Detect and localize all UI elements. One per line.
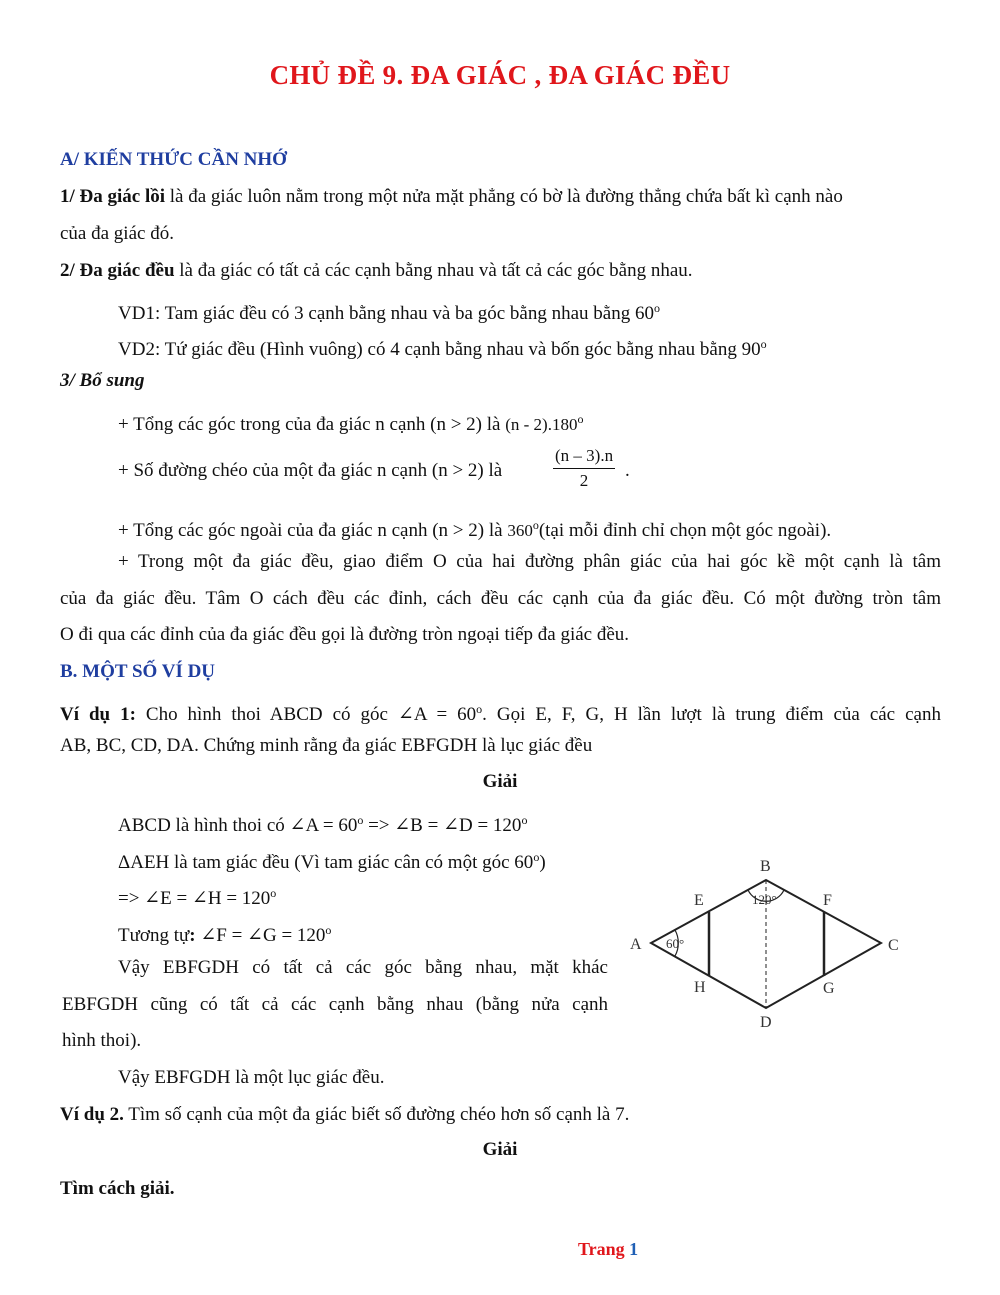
example1-line2: AB, BC, CD, DA. Chứng minh rằng đa giác EBFGDH là lục giác đều	[60, 735, 593, 756]
solution1-step5-line2: EBFGDH cũng có tất cả các cạnh bằng nhau (bằng nửa cạnh	[62, 994, 608, 1015]
angle-b-label: 120°	[752, 892, 777, 907]
bullet-diagonals: + Số đường chéo của một đa giác n cạnh (n > 2) là	[118, 460, 503, 481]
vertex-c-label: C	[888, 937, 899, 954]
method-heading: Tìm cách giải.	[60, 1178, 175, 1199]
section-b-heading: B. MỘT SỐ VÍ DỤ	[60, 661, 216, 682]
bullet-center-line1: + Trong một đa giác đều, giao điểm O của hai đường phân giác của hai góc kề một cạnh là tâm	[118, 551, 941, 572]
convex-polygon-text: là đa giác luôn nằm trong một nửa mặt phẳng có bờ là đường thẳng chứa bất kì cạnh nào	[165, 186, 843, 207]
solution1-conclusion: Vậy EBFGDH là một lục giác đều.	[118, 1067, 385, 1088]
vertex-a-label: A	[630, 936, 642, 953]
convex-polygon-label: 1/ Đa giác lồi	[60, 186, 166, 207]
convex-polygon-text-line2: của đa giác đó.	[60, 223, 174, 244]
bullet-center-line3: O đi qua các đỉnh của đa giác đều gọi là đường tròn ngoại tiếp đa giác đều.	[60, 624, 630, 645]
regular-polygon-label: 2/ Đa giác đều	[60, 260, 175, 281]
bullet-center-line2: của đa giác đều. Tâm O cách đều các đỉnh, cách đều các cạnh của đa giác đều. Có một đường tròn tâm	[60, 588, 941, 609]
solution1-step4: Tương tự: ∠F = ∠G = $120^o$	[118, 923, 332, 946]
example-vd1: VD1: Tam giác đều có 3 cạnh bằng nhau và ba góc bằng nhau bằng 60$^o$	[118, 301, 660, 324]
paragraph-regular-polygon	[60, 259, 693, 283]
vertex-g-label: G	[823, 980, 835, 997]
angle-a-label: 60°	[666, 936, 685, 951]
example-vd2: VD2: Tứ giác đều (Hình vuông) có 4 cạnh bằng nhau và bốn góc bằng nhau bằng 90$^o$	[118, 337, 767, 360]
bullet-exterior-angles: + Tổng các góc ngoài của đa giác n cạnh (n > 2) là 360$^o$(tại mỗi đỉnh chỉ chọn một góc ngoài).	[118, 518, 832, 541]
footer-label: Trang	[578, 1239, 630, 1259]
solution-heading-2: Giải	[482, 1139, 518, 1160]
solution1-step3: => ∠E = ∠H = $120^o$	[118, 886, 277, 909]
page-number: 1	[629, 1239, 639, 1259]
vertex-f-label: F	[823, 892, 832, 909]
solution1-step1: ABCD là hình thoi có ∠A = $60^o$ => ∠B = ∠D = $120^o$	[118, 813, 528, 836]
solution1-step5-line3: hình thoi).	[62, 1030, 142, 1051]
solution-heading-1: Giải	[482, 771, 518, 792]
interior-angles-formula: (n - 2).180	[505, 415, 578, 434]
vertex-b-label: B	[760, 858, 771, 875]
supplement-heading: 3/ Bổ sung	[60, 370, 145, 391]
page-footer	[578, 1239, 638, 1260]
page-title: CHỦ ĐỀ 9. ĐA GIÁC , ĐA GIÁC ĐỀU	[269, 60, 731, 90]
example2: Ví dụ 2. Tìm số cạnh của một đa giác biết số đường chéo hơn số cạnh là 7.	[60, 1104, 630, 1125]
paragraph-convex-polygon	[60, 185, 843, 209]
diagonals-formula: $\frac{(n - 3).n}{2}$	[555, 446, 614, 490]
solution1-step5-line1: Vậy EBFGDH có tất cả các góc bằng nhau, mặt khác	[118, 957, 608, 978]
vertex-h-label: H	[694, 979, 706, 996]
bullet-interior-angles: + Tổng các góc trong của đa giác n cạnh (n > 2) là (n - 2).180$^o$	[118, 412, 584, 435]
rhombus-figure	[620, 850, 910, 1040]
section-a-heading: A/ KIẾN THỨC CẦN NHỚ	[60, 149, 287, 170]
regular-polygon-text: là đa giác có tất cả các cạnh bằng nhau và tất cả các góc bằng nhau.	[174, 260, 693, 281]
vertex-d-label: D	[760, 1014, 772, 1031]
solution1-step2: ΔAEH là tam giác đều (Vì tam giác cân có một góc 60$^o$)	[118, 850, 546, 873]
vertex-e-label: E	[694, 892, 704, 909]
example1-line1: Ví dụ 1: Cho hình thoi ABCD có góc ∠A = $60^o$. Gọi E, F, G, H lần lượt là trung điểm của các cạnh	[60, 702, 941, 725]
diagonals-period: .	[625, 460, 630, 481]
